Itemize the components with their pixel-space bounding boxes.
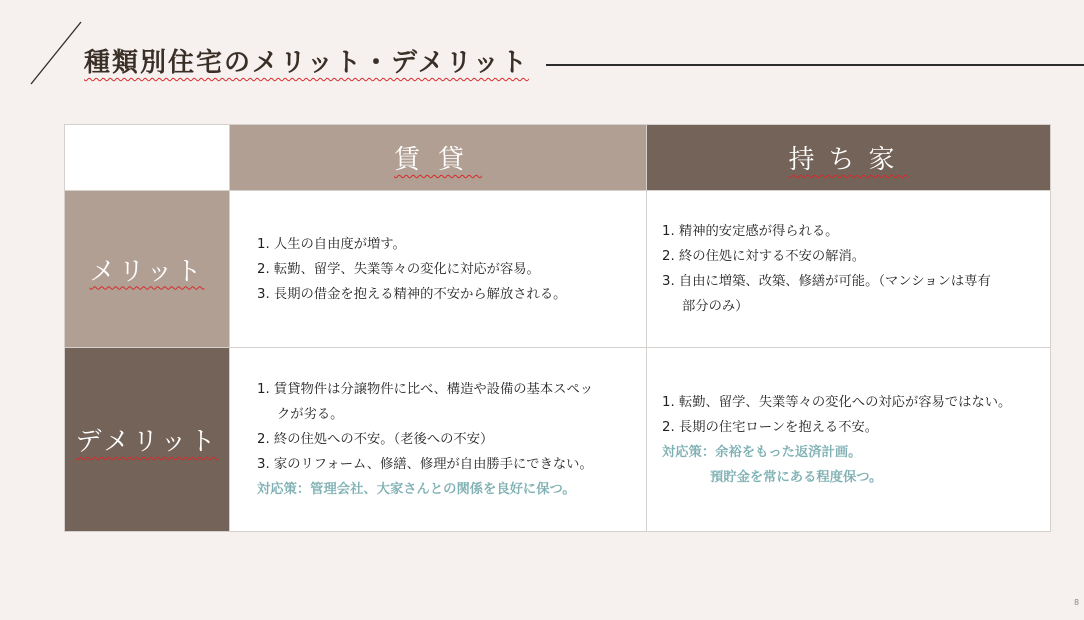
list-item: 2. 終の住処に対する不安の解消。	[662, 249, 866, 264]
header-rent	[230, 125, 647, 191]
cell-rent-merit	[230, 191, 647, 348]
row-label-demerit	[65, 348, 230, 532]
slide-title: 種類別住宅のメリット・デメリット	[84, 48, 529, 78]
list-item: 1. 精神的安定感が得られる。	[662, 224, 839, 239]
list-item: 1. 人生の自由度が増す。	[257, 236, 406, 252]
own-strategy: 対応策：余裕をもった返済計画。	[662, 444, 862, 460]
row-label-merit	[65, 191, 230, 348]
corner-cell	[65, 125, 230, 191]
list-item: 2. 終の住処への不安。（老後への不安）	[257, 432, 494, 447]
demerit-row	[65, 348, 1051, 532]
list-item: 1. 賃貸物件は分譲物件に比べ、構造や設備の基本スペッ	[257, 382, 594, 397]
page-number: 8	[1074, 598, 1080, 607]
row-label-merit-text: メリット	[89, 256, 205, 287]
rent-merit-list	[257, 232, 630, 307]
header-own	[647, 125, 1051, 191]
diagonal-accent-line	[0, 0, 90, 90]
list-item: 3. 長期の借金を抱える精神的不安から解放される。	[257, 286, 567, 302]
cell-own-merit	[647, 191, 1051, 348]
row-label-demerit-text: デメリット	[75, 427, 219, 457]
own-merit-list	[662, 219, 1034, 319]
comparison-table	[64, 124, 1051, 532]
list-item: 1. 転勤、留学、失業等々の変化への対応が容易ではない。	[662, 394, 1012, 410]
own-demerit-list	[662, 390, 1034, 490]
rent-strategy: 対応策：管理会社、大家さんとの関係を良好に保つ。	[257, 482, 576, 497]
merit-row	[65, 191, 1051, 348]
list-item: 3. 家のリフォーム、修繕、修理が自由勝手にできない。	[257, 457, 593, 472]
list-item-continuation: クが劣る。	[277, 407, 344, 422]
list-item: 2. 長期の住宅ローンを抱える不安。	[662, 419, 879, 435]
rent-demerit-list	[257, 377, 630, 502]
list-item: 2. 転勤、留学、失業等々の変化に対応が容易。	[257, 261, 540, 277]
list-item-continuation: 部分のみ）	[682, 299, 749, 314]
header-own-label: 持ち家	[788, 145, 909, 175]
cell-own-demerit	[647, 348, 1051, 532]
list-item: 3. 自由に増築、改築、修繕が可能。（マンションは専有	[662, 274, 991, 289]
title-rule	[546, 64, 1084, 66]
cell-rent-demerit	[230, 348, 647, 532]
header-row	[65, 125, 1051, 191]
header-rent-label: 賃貸	[393, 145, 482, 175]
own-strategy-continuation: 預貯金を常にある程度保つ。	[710, 469, 883, 485]
